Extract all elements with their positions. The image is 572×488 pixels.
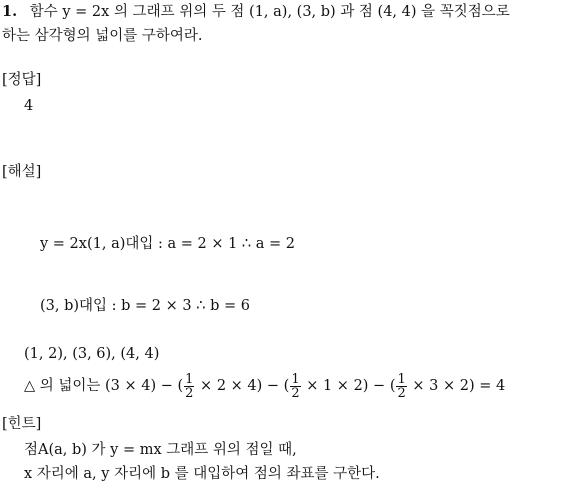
solution-points: (1, 2), (3, 6), (4, 4)	[24, 346, 160, 362]
answer-value: 4	[24, 98, 34, 114]
area-term2: × 1 × 2) − (	[301, 378, 396, 394]
solution-area-formula	[24, 372, 505, 400]
fraction-denominator: 2	[185, 385, 194, 401]
fraction-half-3	[396, 373, 406, 400]
fraction-half-1	[184, 373, 194, 400]
fraction-half-2	[290, 373, 300, 400]
problem-number: 1.	[2, 3, 18, 20]
area-prefix: △ 의 넓이는 (3 × 4) − (	[24, 378, 184, 394]
hint-line2: x 자리에 a, y 자리에 b 를 대입하여 점의 좌표를 구한다.	[24, 466, 380, 482]
solution-step2: (3, b)대입 : b = 2 × 3 ∴ b = 6	[40, 298, 250, 314]
problem-text-line1: 함수 y = 2x 의 그래프 위의 두 점 (1, a), (3, b) 과 점 (4, 4) 을 꼭짓점으로	[29, 4, 510, 20]
problem-text-line2: 하는 삼각형의 넓이를 구하여라.	[2, 28, 203, 44]
fraction-numerator: 1	[185, 371, 194, 387]
solution-label: [해설]	[2, 164, 42, 180]
fraction-numerator: 1	[291, 371, 300, 387]
area-term3: × 3 × 2) = 4	[407, 378, 506, 394]
problem-statement-line1	[2, 2, 510, 22]
fraction-numerator: 1	[397, 371, 406, 387]
answer-label: [정답]	[2, 72, 42, 88]
hint-line1: 점A(a, b) 가 y = mx 그래프 위의 점일 때,	[24, 442, 297, 458]
solution-step1: y = 2x(1, a)대입 : a = 2 × 1 ∴ a = 2	[40, 236, 295, 252]
hint-label: [힌트]	[2, 416, 42, 432]
area-term1: × 2 × 4) − (	[195, 378, 290, 394]
fraction-denominator: 2	[291, 385, 300, 401]
fraction-denominator: 2	[397, 385, 406, 401]
